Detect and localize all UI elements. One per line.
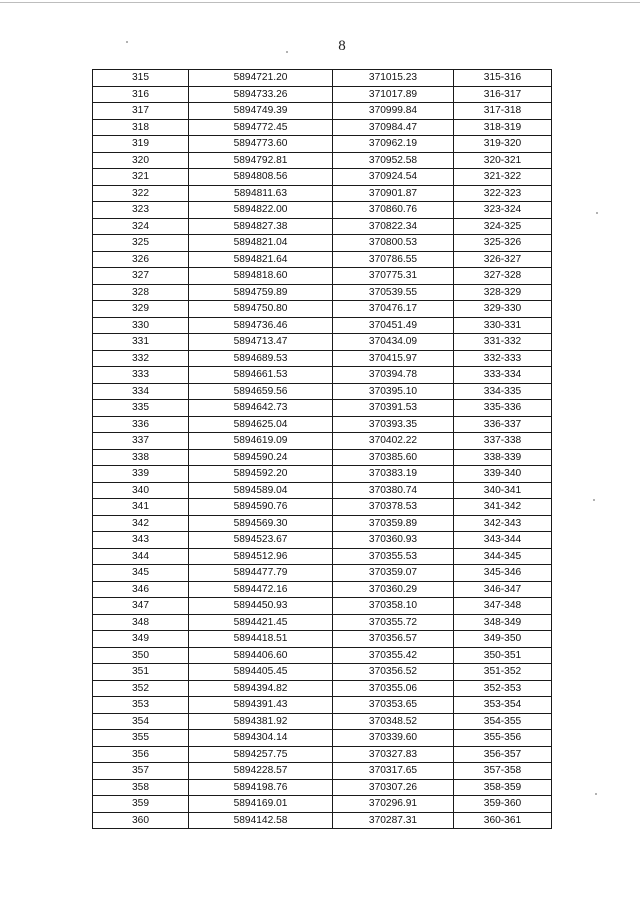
cell-segment: 327-328	[454, 268, 552, 285]
cell-point-number: 317	[93, 103, 189, 120]
cell-x-coordinate: 5894659.56	[189, 383, 333, 400]
cell-x-coordinate: 5894477.79	[189, 565, 333, 582]
table-row	[93, 581, 552, 598]
cell-x-coordinate: 5894733.26	[189, 86, 333, 103]
cell-y-coordinate: 370822.34	[333, 218, 454, 235]
cell-segment: 360-361	[454, 812, 552, 829]
cell-y-coordinate: 371015.23	[333, 70, 454, 87]
table-row	[93, 746, 552, 763]
cell-x-coordinate: 5894772.45	[189, 119, 333, 136]
cell-y-coordinate: 370383.19	[333, 466, 454, 483]
cell-y-coordinate: 370385.60	[333, 449, 454, 466]
cell-segment: 322-323	[454, 185, 552, 202]
cell-y-coordinate: 370395.10	[333, 383, 454, 400]
cell-x-coordinate: 5894406.60	[189, 647, 333, 664]
cell-segment: 345-346	[454, 565, 552, 582]
cell-segment: 328-329	[454, 284, 552, 301]
cell-x-coordinate: 5894792.81	[189, 152, 333, 169]
scan-speck	[286, 51, 288, 53]
cell-y-coordinate: 370952.58	[333, 152, 454, 169]
cell-segment: 349-350	[454, 631, 552, 648]
cell-x-coordinate: 5894512.96	[189, 548, 333, 565]
table-row	[93, 449, 552, 466]
cell-x-coordinate: 5894625.04	[189, 416, 333, 433]
cell-x-coordinate: 5894142.58	[189, 812, 333, 829]
cell-x-coordinate: 5894590.24	[189, 449, 333, 466]
cell-y-coordinate: 370317.65	[333, 763, 454, 780]
cell-segment: 342-343	[454, 515, 552, 532]
cell-segment: 319-320	[454, 136, 552, 153]
table-row	[93, 466, 552, 483]
table-row	[93, 532, 552, 549]
cell-x-coordinate: 5894391.43	[189, 697, 333, 714]
cell-y-coordinate: 370307.26	[333, 779, 454, 796]
table-row	[93, 334, 552, 351]
cell-point-number: 338	[93, 449, 189, 466]
cell-x-coordinate: 5894394.82	[189, 680, 333, 697]
table-row	[93, 713, 552, 730]
cell-point-number: 337	[93, 433, 189, 450]
cell-segment: 357-358	[454, 763, 552, 780]
cell-y-coordinate: 370355.72	[333, 614, 454, 631]
cell-point-number: 318	[93, 119, 189, 136]
cell-y-coordinate: 370800.53	[333, 235, 454, 252]
cell-point-number: 354	[93, 713, 189, 730]
cell-point-number: 347	[93, 598, 189, 615]
cell-y-coordinate: 370786.55	[333, 251, 454, 268]
cell-point-number: 323	[93, 202, 189, 219]
cell-x-coordinate: 5894619.09	[189, 433, 333, 450]
cell-y-coordinate: 370402.22	[333, 433, 454, 450]
cell-y-coordinate: 370539.55	[333, 284, 454, 301]
cell-segment: 347-348	[454, 598, 552, 615]
cell-point-number: 346	[93, 581, 189, 598]
cell-x-coordinate: 5894642.73	[189, 400, 333, 417]
table-row	[93, 680, 552, 697]
cell-y-coordinate: 370901.87	[333, 185, 454, 202]
cell-x-coordinate: 5894257.75	[189, 746, 333, 763]
cell-x-coordinate: 5894750.80	[189, 301, 333, 318]
cell-point-number: 339	[93, 466, 189, 483]
cell-point-number: 328	[93, 284, 189, 301]
cell-point-number: 351	[93, 664, 189, 681]
table-row	[93, 169, 552, 186]
cell-point-number: 325	[93, 235, 189, 252]
table-row	[93, 779, 552, 796]
cell-segment: 317-318	[454, 103, 552, 120]
cell-x-coordinate: 5894405.45	[189, 664, 333, 681]
cell-segment: 338-339	[454, 449, 552, 466]
cell-segment: 339-340	[454, 466, 552, 483]
cell-x-coordinate: 5894450.93	[189, 598, 333, 615]
cell-segment: 332-333	[454, 350, 552, 367]
cell-segment: 353-354	[454, 697, 552, 714]
scan-speck	[593, 499, 595, 501]
cell-segment: 335-336	[454, 400, 552, 417]
cell-y-coordinate: 370394.78	[333, 367, 454, 384]
table-row	[93, 416, 552, 433]
cell-point-number: 322	[93, 185, 189, 202]
cell-segment: 336-337	[454, 416, 552, 433]
cell-segment: 343-344	[454, 532, 552, 549]
cell-segment: 334-335	[454, 383, 552, 400]
table-row	[93, 185, 552, 202]
cell-x-coordinate: 5894808.56	[189, 169, 333, 186]
cell-y-coordinate: 370775.31	[333, 268, 454, 285]
cell-point-number: 352	[93, 680, 189, 697]
cell-y-coordinate: 370380.74	[333, 482, 454, 499]
cell-x-coordinate: 5894773.60	[189, 136, 333, 153]
cell-x-coordinate: 5894228.57	[189, 763, 333, 780]
table-row	[93, 235, 552, 252]
cell-x-coordinate: 5894523.67	[189, 532, 333, 549]
table-row	[93, 515, 552, 532]
cell-y-coordinate: 370984.47	[333, 119, 454, 136]
table-row	[93, 598, 552, 615]
cell-segment: 323-324	[454, 202, 552, 219]
table-row	[93, 251, 552, 268]
cell-point-number: 316	[93, 86, 189, 103]
table-row	[93, 631, 552, 648]
cell-segment: 325-326	[454, 235, 552, 252]
cell-point-number: 333	[93, 367, 189, 384]
table-row	[93, 812, 552, 829]
cell-point-number: 356	[93, 746, 189, 763]
cell-x-coordinate: 5894821.04	[189, 235, 333, 252]
cell-segment: 352-353	[454, 680, 552, 697]
cell-segment: 329-330	[454, 301, 552, 318]
table-row	[93, 86, 552, 103]
cell-y-coordinate: 370378.53	[333, 499, 454, 516]
cell-point-number: 331	[93, 334, 189, 351]
cell-y-coordinate: 370393.35	[333, 416, 454, 433]
cell-segment: 359-360	[454, 796, 552, 813]
cell-point-number: 355	[93, 730, 189, 747]
cell-point-number: 357	[93, 763, 189, 780]
cell-x-coordinate: 5894821.64	[189, 251, 333, 268]
table-row	[93, 730, 552, 747]
cell-y-coordinate: 370451.49	[333, 317, 454, 334]
table-row	[93, 548, 552, 565]
cell-y-coordinate: 370356.52	[333, 664, 454, 681]
cell-segment: 330-331	[454, 317, 552, 334]
scan-speck	[595, 793, 597, 795]
cell-segment: 350-351	[454, 647, 552, 664]
cell-x-coordinate: 5894736.46	[189, 317, 333, 334]
table-row	[93, 202, 552, 219]
cell-point-number: 335	[93, 400, 189, 417]
cell-segment: 324-325	[454, 218, 552, 235]
cell-point-number: 334	[93, 383, 189, 400]
table-row	[93, 697, 552, 714]
cell-y-coordinate: 370339.60	[333, 730, 454, 747]
page-number: 8	[338, 38, 346, 54]
cell-x-coordinate: 5894749.39	[189, 103, 333, 120]
cell-y-coordinate: 370391.53	[333, 400, 454, 417]
table-row	[93, 400, 552, 417]
cell-point-number: 344	[93, 548, 189, 565]
cell-x-coordinate: 5894304.14	[189, 730, 333, 747]
cell-y-coordinate: 370355.53	[333, 548, 454, 565]
cell-segment: 326-327	[454, 251, 552, 268]
cell-point-number: 345	[93, 565, 189, 582]
table-row	[93, 763, 552, 780]
cell-x-coordinate: 5894827.38	[189, 218, 333, 235]
table-row	[93, 433, 552, 450]
cell-point-number: 329	[93, 301, 189, 318]
cell-point-number: 336	[93, 416, 189, 433]
coordinates-table-body	[93, 70, 552, 829]
cell-x-coordinate: 5894381.92	[189, 713, 333, 730]
cell-y-coordinate: 370860.76	[333, 202, 454, 219]
table-row	[93, 284, 552, 301]
table-row	[93, 136, 552, 153]
table-row	[93, 268, 552, 285]
cell-x-coordinate: 5894198.76	[189, 779, 333, 796]
cell-y-coordinate: 370327.83	[333, 746, 454, 763]
table-row	[93, 103, 552, 120]
cell-y-coordinate: 370296.91	[333, 796, 454, 813]
cell-point-number: 330	[93, 317, 189, 334]
cell-point-number: 321	[93, 169, 189, 186]
table-row	[93, 70, 552, 87]
cell-segment: 351-352	[454, 664, 552, 681]
cell-point-number: 341	[93, 499, 189, 516]
table-row	[93, 614, 552, 631]
cell-x-coordinate: 5894472.16	[189, 581, 333, 598]
cell-y-coordinate: 370359.89	[333, 515, 454, 532]
cell-point-number: 353	[93, 697, 189, 714]
scan-speck	[596, 212, 598, 214]
cell-point-number: 326	[93, 251, 189, 268]
table-row	[93, 218, 552, 235]
cell-y-coordinate: 370924.54	[333, 169, 454, 186]
cell-point-number: 348	[93, 614, 189, 631]
cell-x-coordinate: 5894661.53	[189, 367, 333, 384]
cell-x-coordinate: 5894589.04	[189, 482, 333, 499]
cell-x-coordinate: 5894811.63	[189, 185, 333, 202]
cell-point-number: 327	[93, 268, 189, 285]
table-row	[93, 565, 552, 582]
cell-segment: 318-319	[454, 119, 552, 136]
cell-y-coordinate: 370358.10	[333, 598, 454, 615]
cell-segment: 356-357	[454, 746, 552, 763]
table-row	[93, 499, 552, 516]
cell-x-coordinate: 5894689.53	[189, 350, 333, 367]
table-row	[93, 350, 552, 367]
table-row	[93, 647, 552, 664]
cell-x-coordinate: 5894421.45	[189, 614, 333, 631]
cell-y-coordinate: 370355.06	[333, 680, 454, 697]
cell-y-coordinate: 370360.93	[333, 532, 454, 549]
cell-x-coordinate: 5894759.89	[189, 284, 333, 301]
table-row	[93, 796, 552, 813]
cell-segment: 333-334	[454, 367, 552, 384]
cell-segment: 320-321	[454, 152, 552, 169]
cell-point-number: 340	[93, 482, 189, 499]
cell-point-number: 360	[93, 812, 189, 829]
cell-segment: 321-322	[454, 169, 552, 186]
table-row	[93, 119, 552, 136]
cell-point-number: 349	[93, 631, 189, 648]
cell-segment: 354-355	[454, 713, 552, 730]
top-rule	[0, 2, 640, 3]
cell-segment: 355-356	[454, 730, 552, 747]
cell-x-coordinate: 5894818.60	[189, 268, 333, 285]
cell-point-number: 332	[93, 350, 189, 367]
table-row	[93, 482, 552, 499]
cell-segment: 331-332	[454, 334, 552, 351]
cell-point-number: 343	[93, 532, 189, 549]
coordinates-table	[92, 69, 552, 829]
cell-x-coordinate: 5894569.30	[189, 515, 333, 532]
cell-point-number: 320	[93, 152, 189, 169]
cell-point-number: 324	[93, 218, 189, 235]
cell-y-coordinate: 370356.57	[333, 631, 454, 648]
cell-segment: 346-347	[454, 581, 552, 598]
cell-segment: 316-317	[454, 86, 552, 103]
table-row	[93, 383, 552, 400]
cell-y-coordinate: 370999.84	[333, 103, 454, 120]
table-row	[93, 664, 552, 681]
cell-y-coordinate: 370348.52	[333, 713, 454, 730]
cell-segment: 341-342	[454, 499, 552, 516]
cell-x-coordinate: 5894590.76	[189, 499, 333, 516]
cell-x-coordinate: 5894822.00	[189, 202, 333, 219]
cell-point-number: 319	[93, 136, 189, 153]
cell-point-number: 358	[93, 779, 189, 796]
cell-y-coordinate: 370962.19	[333, 136, 454, 153]
cell-y-coordinate: 370359.07	[333, 565, 454, 582]
cell-y-coordinate: 370287.31	[333, 812, 454, 829]
scan-speck	[126, 41, 128, 43]
cell-y-coordinate: 371017.89	[333, 86, 454, 103]
cell-segment: 344-345	[454, 548, 552, 565]
cell-segment: 340-341	[454, 482, 552, 499]
cell-x-coordinate: 5894592.20	[189, 466, 333, 483]
cell-point-number: 315	[93, 70, 189, 87]
cell-segment: 348-349	[454, 614, 552, 631]
cell-x-coordinate: 5894721.20	[189, 70, 333, 87]
cell-segment: 337-338	[454, 433, 552, 450]
cell-y-coordinate: 370434.09	[333, 334, 454, 351]
cell-y-coordinate: 370355.42	[333, 647, 454, 664]
table-row	[93, 301, 552, 318]
cell-y-coordinate: 370360.29	[333, 581, 454, 598]
cell-segment: 358-359	[454, 779, 552, 796]
cell-point-number: 342	[93, 515, 189, 532]
table-row	[93, 152, 552, 169]
cell-x-coordinate: 5894418.51	[189, 631, 333, 648]
cell-point-number: 359	[93, 796, 189, 813]
cell-point-number: 350	[93, 647, 189, 664]
cell-x-coordinate: 5894713.47	[189, 334, 333, 351]
table-row	[93, 317, 552, 334]
table-row	[93, 367, 552, 384]
cell-y-coordinate: 370476.17	[333, 301, 454, 318]
cell-segment: 315-316	[454, 70, 552, 87]
cell-y-coordinate: 370415.97	[333, 350, 454, 367]
cell-x-coordinate: 5894169.01	[189, 796, 333, 813]
cell-y-coordinate: 370353.65	[333, 697, 454, 714]
